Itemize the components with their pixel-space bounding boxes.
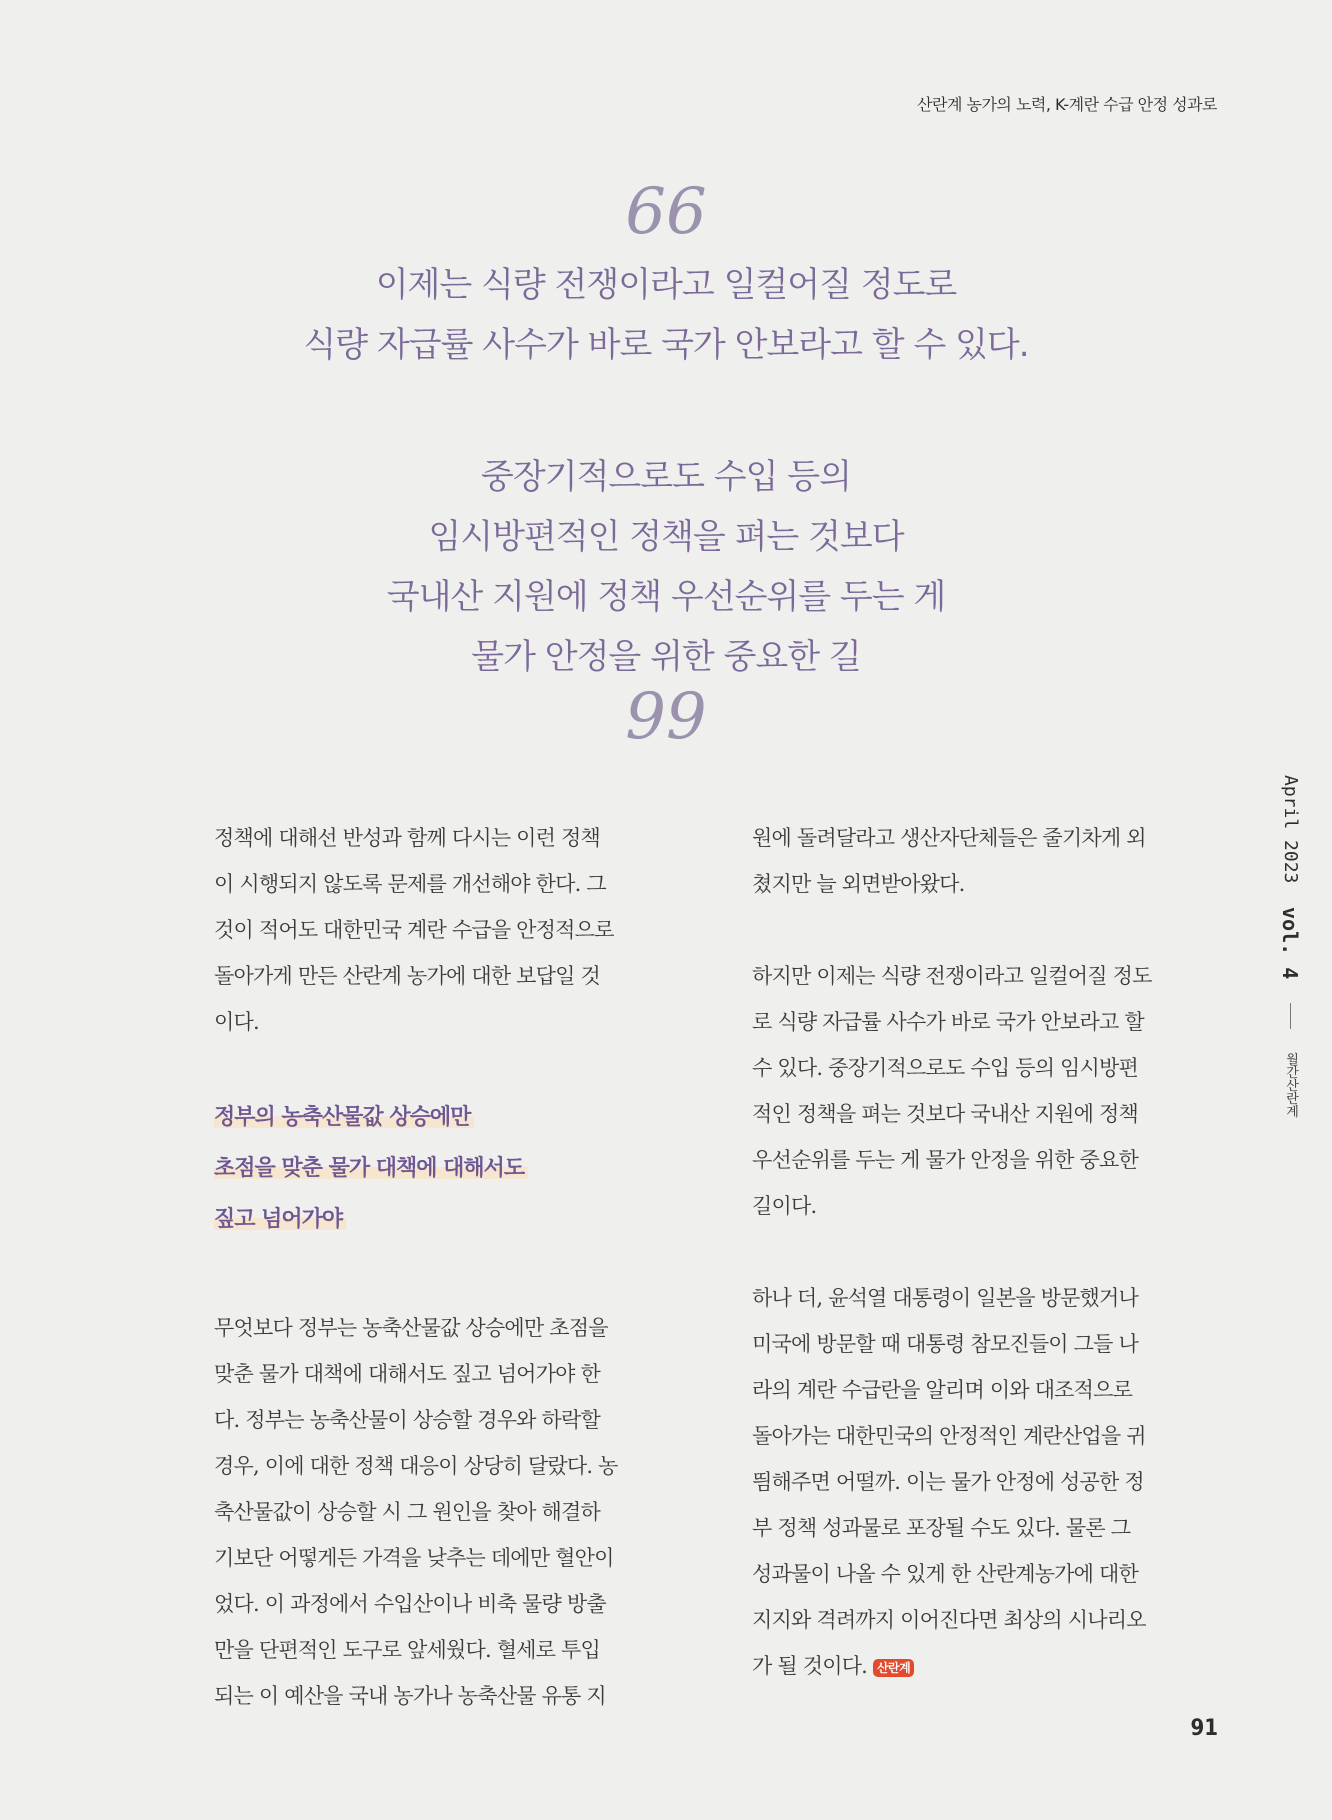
text-line: 돌아가게 만든 산란계 농가에 대한 보답일 것: [214, 964, 600, 988]
text-line: 적인 정책을 펴는 것보다 국내산 지원에 정책: [752, 1102, 1138, 1126]
paragraph: [752, 1275, 1217, 1689]
pullquote-line: 물가 안정을 위한 중요한 길: [471, 637, 861, 677]
text-line: 부 정책 성과물로 포장될 수도 있다. 물론 그: [752, 1516, 1131, 1540]
paragraph: [752, 953, 1217, 1229]
text-line: 우선순위를 두는 게 물가 안정을 위한 중요한: [752, 1148, 1138, 1172]
subheading-line: 정부의 농축산물값 상승에만: [214, 1105, 474, 1130]
pullquote-line: 이제는 식량 전쟁이라고 일컬어질 정도로: [375, 265, 957, 305]
pullquote: [200, 255, 1132, 687]
text-line: 었다. 이 과정에서 수입산이나 비축 물량 방출: [214, 1592, 606, 1616]
text-line: 하지만 이제는 식량 전쟁이라고 일컬어질 정도: [752, 964, 1152, 988]
text-line: 쳤지만 늘 외면받아왔다.: [752, 872, 965, 896]
end-mark-badge: 산란계: [873, 1659, 914, 1677]
text-line: 돌아가는 대한민국의 안정적인 계란산업을 귀: [752, 1424, 1146, 1448]
text-line: 만을 단편적인 도구로 앞세웠다. 혈세로 투입: [214, 1638, 600, 1662]
text-line: 라의 계란 수급란을 알리며 이와 대조적으로: [752, 1378, 1133, 1402]
paragraph: [214, 815, 679, 1045]
pullquote-line: 식량 자급률 사수가 바로 국가 안보라고 할 수 있다.: [303, 325, 1029, 365]
page-number: 91: [1190, 1716, 1218, 1741]
close-quote-icon: 99: [625, 680, 707, 754]
issue-volume: vol. 4: [1278, 907, 1302, 980]
text-line: 맞춘 물가 대책에 대해서도 짚고 넘어가야 한: [214, 1362, 600, 1386]
text-line: 가 될 것이다.: [752, 1654, 868, 1678]
right-column: [752, 815, 1217, 1689]
section-subheading: [214, 1092, 679, 1245]
left-column: [214, 815, 679, 1719]
text-line: 수 있다. 중장기적으로도 수입 등의 임시방편: [752, 1056, 1138, 1080]
text-line: 원에 돌려달라고 생산자단체들은 줄기차게 외: [752, 826, 1146, 850]
subheading-line: 짚고 넘어가야: [214, 1207, 346, 1232]
text-line: 길이다.: [752, 1194, 817, 1218]
pullquote-spacer: [200, 375, 1132, 447]
pullquote-line: 중장기적으로도 수입 등의: [481, 457, 851, 497]
text-line: 지지와 격려까지 이어진다면 최상의 시나리오: [752, 1608, 1146, 1632]
text-line: 하나 더, 윤석열 대통령이 일본을 방문했거나: [752, 1286, 1138, 1310]
text-line: 정책에 대해선 반성과 함께 다시는 이런 정책: [214, 826, 600, 850]
text-line: 다. 정부는 농축산물이 상승할 경우와 하락할: [214, 1408, 600, 1432]
text-line: 로 식량 자급률 사수가 바로 국가 안보라고 할: [752, 1010, 1144, 1034]
paragraph: [752, 815, 1217, 907]
issue-sidebar: [1278, 775, 1302, 1118]
subheading-line: 초점을 맞춘 물가 대책에 대해서도: [214, 1156, 528, 1181]
sidebar-divider: [1290, 1003, 1291, 1029]
text-line: 되는 이 예산을 국내 농가나 농축산물 유통 지: [214, 1684, 606, 1708]
text-line: 경우, 이에 대한 정책 대응이 상당히 달랐다. 농: [214, 1454, 618, 1478]
open-quote-icon: 66: [625, 175, 707, 249]
text-line: 미국에 방문할 때 대통령 참모진들이 그들 나: [752, 1332, 1138, 1356]
paragraph: [214, 1305, 679, 1719]
issue-month: April 2023: [1280, 775, 1301, 884]
text-line: 축산물값이 상승할 시 그 원인을 찾아 해결하: [214, 1500, 600, 1524]
text-line: 이 시행되지 않도록 문제를 개선해야 한다. 그: [214, 872, 606, 896]
text-line: 무엇보다 정부는 농축산물값 상승에만 초점을: [214, 1316, 608, 1340]
publication-name: 월간산란계: [1283, 1052, 1298, 1118]
text-line: 기보단 어떻게든 가격을 낮추는 데에만 혈안이: [214, 1546, 614, 1570]
text-line: 이다.: [214, 1010, 259, 1034]
text-line: 성과물이 나올 수 있게 한 산란계농가에 대한: [752, 1562, 1138, 1586]
running-header-title: 산란계 농가의 노력, K-계란 수급 안정 성과로: [917, 95, 1217, 114]
text-line: 띔해주면 어떨까. 이는 물가 안정에 성공한 정: [752, 1470, 1144, 1494]
pullquote-line: 임시방편적인 정책을 펴는 것보다: [428, 517, 904, 557]
pullquote-line: 국내산 지원에 정책 우선순위를 두는 게: [386, 577, 946, 617]
text-line: 것이 적어도 대한민국 계란 수급을 안정적으로: [214, 918, 614, 942]
